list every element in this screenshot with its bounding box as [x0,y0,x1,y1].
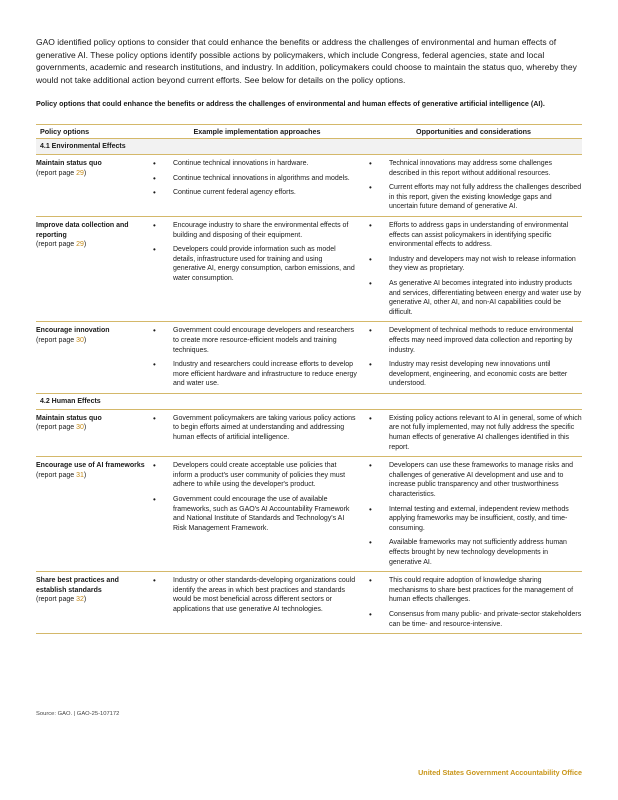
approach-item: • Continue technical innovations in hardware. [149,159,357,169]
intro-paragraph: GAO identified policy options to consider that could enhance the benefits or address the challenges of environmental and human effects of generative AI. These policy options identify possible actions by policymakers, which include Congress, federal agencies, state and local governments, academic and research institutions, and industry. In addition, policymakers could choose to maintain the status quo, whereby they would not take additional action beyond current efforts. See below for details on the policy options. [36,37,577,85]
section-human-effects: 4.2 Human Effects [36,394,582,410]
policy-options-table [36,124,582,634]
consideration-item: • Industry may resist developing new innovations until development, engineering, and economic costs are better understood. [365,360,582,389]
policy-option-name: Improve data collection and reporting [36,221,129,239]
considerations-cell [365,572,582,633]
ref-suffix: ) [83,424,87,432]
report-page-link[interactable]: 31 [76,471,84,479]
table-row [36,155,582,217]
report-page-reference [36,423,145,433]
approaches-cell [149,217,365,321]
consideration-item: • Development of technical methods to reduce environmental effects may need improved data collection and reporting by industry. [365,326,582,355]
ref-suffix: ) [83,596,87,604]
ref-suffix: ) [83,169,87,177]
report-page-link[interactable]: 29 [76,241,84,249]
consideration-item: • As generative AI becomes integrated into industry products and services, differentiating between energy and water use by generative AI, other AI, and non-AI capabilities could be difficult. [365,279,582,317]
source-note: Source: GAO. | GAO-25-107172 [36,711,120,717]
policy-option-cell [36,572,149,633]
policy-option-name-with-ref [36,461,145,480]
considerations-cell [365,410,582,456]
report-page-link[interactable]: 30 [76,424,84,432]
policy-option-cell [36,410,149,456]
footer-agency-name: United States Government Accountability Office [418,768,582,777]
consideration-item: • Industry and developers may not wish to release information they view as proprietary. [365,255,582,274]
ref-prefix: (report page [36,596,77,604]
policy-option-name: Share best practices and establish standards [36,577,119,594]
policy-option-name: Encourage use of AI frameworks [36,462,145,470]
table-row [36,572,582,634]
consideration-item: • Developers can use these frameworks to manage risks and challenges of generative AI development and use and to increase public transparency and other trustworthiness characteristics. [365,461,582,499]
approach-item: • Continue current federal agency efforts. [149,188,357,198]
considerations-cell [365,322,582,393]
considerations-cell [365,217,582,321]
policy-option-name: Maintain status quo [36,414,102,422]
policy-option-cell [36,217,149,321]
header-policy-options: Policy options [40,126,90,136]
ref-suffix: ) [83,336,87,344]
approaches-cell [149,457,365,571]
consideration-item: • Technical innovations may address some challenges described in this report without additional resources. [365,159,582,178]
table-row [36,410,582,457]
section-environmental-effects: 4.1 Environmental Effects [36,139,582,155]
ref-suffix: ) [83,471,87,479]
approaches-cell [149,322,365,393]
consideration-item: • Existing policy actions relevant to AI in general, some of which are not fully implemented, may not fully address the specific human effects of generative AI challenges identified in this report. [365,414,582,452]
ref-suffix: ) [83,241,87,249]
approaches-cell [149,155,365,216]
header-opportunities: Opportunities and considerations [415,126,531,136]
approaches-cell [149,572,365,633]
approach-item: • Developers could create acceptable use policies that inform a product's user community of policies they must adhere to while using the developer's product. [149,461,357,490]
table-row [36,217,582,322]
considerations-cell [365,457,582,571]
report-page-reference [36,169,145,179]
policy-option-cell [36,322,149,393]
report-page-link[interactable]: 32 [76,596,84,604]
approach-item: • Government could encourage developers and researchers to create more resource-efficient models and training techniques. [149,326,357,355]
approach-item: • Government could encourage the use of available frameworks, such as GAO's AI Accountability Framework and National Institute of Standards and Technology's AI Risk Management Framework. [149,495,357,533]
approach-item: • Industry and researchers could increase efforts to develop more efficient hardware and infrastructure to reduce energy and water use. [149,360,357,389]
consideration-item: • This could require adoption of knowledge sharing mechanisms to share best practices for the management of human effects challenges. [365,576,582,605]
ref-prefix: (report page [36,241,77,249]
table-row [36,322,582,394]
policy-option-name: Maintain status quo [36,160,102,167]
approaches-cell [149,410,365,456]
table-title: Policy options that could enhance the benefits or address the challenges of environmental and human effects of generative artificial intelligence (AI). [36,99,545,108]
report-page-link[interactable]: 29 [76,169,84,177]
table-header-row [36,125,582,139]
consideration-item: • Current efforts may not fully address the challenges described in this report, given the existing knowledge gaps and uncertain future demand of generative AI. [365,183,582,212]
approach-item: • Industry or other standards-developing organizations could identify the areas in which best practices and standards would be most beneficial across different sectors or applications that use generative AI technologies. [149,576,357,614]
approach-item: • Encourage industry to share the environmental effects of building and disposing of their equipment. [149,221,357,240]
approach-item: • Developers could provide information such as model details, infrastructure used for training and using generative AI, energy consumption, carbon emissions, and water consumption. [149,245,357,283]
policy-option-name: Encourage innovation [36,327,110,335]
consideration-item: • Consensus from many public- and private-sector stakeholders can be time- and resource-intensive. [365,610,582,629]
approach-item: • Government policymakers are taking various policy actions to begin efforts aimed at understanding and addressing human effects of artificial intelligence. [149,414,357,443]
policy-option-cell [36,457,149,571]
considerations-cell [365,155,582,216]
report-page-reference [36,336,145,346]
report-page-reference [36,240,145,250]
report-page-reference [36,595,145,605]
consideration-item: • Internal testing and external, independent review methods applying frameworks may be insufficient, costly, and time-consuming. [365,505,582,534]
policy-option-cell [36,155,149,216]
report-page-link[interactable]: 30 [76,336,84,344]
ref-prefix: (report page [36,169,77,177]
consideration-item: • Available frameworks may not sufficiently address human effects brought by new technology developments in generative AI. [365,538,582,567]
header-example-approaches: Example implementation approaches [193,126,321,136]
ref-prefix: (report page [36,336,77,344]
table-row [36,457,582,572]
ref-prefix: (report page [36,424,77,432]
ref-prefix: (report page [36,471,77,479]
approach-item: • Continue technical innovations in algorithms and models. [149,174,357,184]
consideration-item: • Efforts to address gaps in understanding of environmental effects can assist policymakers in identifying specific environmental effects to address. [365,221,582,250]
